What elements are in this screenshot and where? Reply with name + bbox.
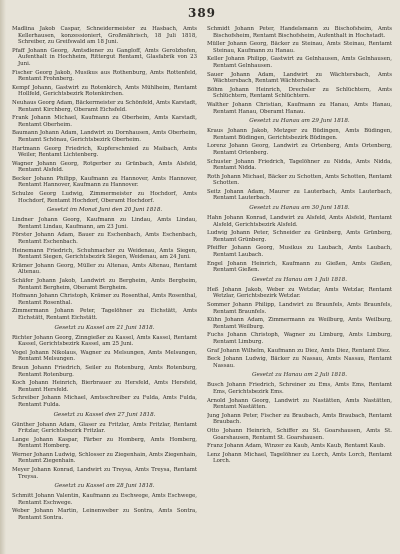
text-columns — [12, 26, 392, 546]
list-item: Müller Johann Georg, Bäcker zu Steinau, Amts Steinau, Rentamt Steinau, Kaufmann zu Hanau. — [207, 41, 392, 54]
list-item: Kempf Johann, Gastwirt zu Rotenkirch, Amts Mühlheim, Rentamt Hollfeld, Gerichtsbezirk Rotenkirchen. — [12, 84, 197, 98]
list-item: Frank Johann Michael, Kaufmann zu Oberheim, Amts Karstadt, Rentamt Oberheim. — [12, 115, 197, 128]
right-column — [207, 26, 392, 546]
list-item: Hahn Johann Konrad, Landwirt zu Alsfeld, Amts Alsfeld, Rentamt Alsfeld, Gerichtsbezirk Alsfeld. — [207, 215, 392, 228]
list-item: Becker Johann Philipp, Kaufmann zu Hannover, Amts Hannover, Rentamt Hannover, Kaufmann zu Hannover. — [12, 175, 197, 189]
list-item: Vogel Johann Nikolaus, Wagner zu Melsungen, Amts Melsungen, Rentamt Melsungen. — [12, 349, 197, 363]
list-item: Schuster Johann Friedrich, Tagelöhner zu Nidda, Amts Nidda, Rentamt Nidda. — [207, 158, 392, 172]
list-item: Wagner Johann Georg, Rotgerber zu Grünbach, Amts Alsfeld, Rentamt Alsfeld. — [12, 160, 197, 174]
page-number: 389 — [187, 6, 217, 20]
list-item: Pfaff Johann Georg, Amtsdiener zu Gangloff, Amts Gerolzhofen, Aufenthalt in Hochheim, Rittergut Rentamt, Glasfabrik von 23 Juni. — [12, 47, 197, 67]
list-item: Werner Johann Ludwig, Schlosser zu Ziegenhain, Amts Ziegenhain, Rentamt Ziegenhain. — [12, 451, 197, 465]
list-item: Fuchs Johann Christoph, Wagner zu Limburg, Amts Limburg, Rentamt Limburg. — [207, 332, 392, 345]
section-heading: Gesetzt zu Kassel am 21 Juni 1818. — [54, 324, 155, 331]
list-item: Busch Johann Friedrich, Schreiner zu Ems, Amts Ems, Rentamt Ems, Gerichtsbezirk Ems. — [207, 382, 392, 395]
list-item: Lindner Johann Georg, Kaufmann zu Lindau, Amts Lindau, Rentamt Lindau, Kaufmann, am 23 Juni. — [12, 217, 197, 230]
list-item: Ludwig Johann Peter, Schneider zu Grünberg, Amts Grünberg, Rentamt Grünberg. — [207, 230, 392, 243]
list-item: Schmidt Johann Peter, Handelsmann zu Bischofsheim, Amts Bischofsheim, Rentamt Bischofsheim, Aufenthalt in Hochstadt. — [207, 26, 392, 39]
list-item: Neuhaus Georg Adam, Bäckermeister zu Schönfeld, Amts Karstadt, Rentamt Kirchberg, Oberamt Eichsfeld. — [12, 99, 197, 113]
section-heading: Gesetzt zu Kassel am 28 Juni 1818. — [54, 483, 155, 490]
list-item: Madlina Jakob Caspar, Schneidermeister zu Hasbach, Amts Kellerhausen, konzessioniert, Großmährisch, 18 Juli 1818, Schreiber, zu Greifswald am 18 Juni. — [12, 26, 197, 46]
list-item: Koch Johann Heinrich, Bierbrauer zu Hersfeld, Amts Hersfeld, Rentamt Hersfeld. — [12, 380, 197, 393]
list-item: Weber Johann Martin, Leinenweber zu Sontra, Amts Sontra, Rentamt Sontra. — [12, 508, 197, 522]
list-item: Schmitt Johann Valentin, Kaufmann zu Eschwege, Amts Eschwege, Rentamt Eschwege. — [12, 493, 197, 506]
list-item: Graf Johann Wilhelm, Kaufmann zu Diez, Amts Diez, Rentamt Diez. — [207, 347, 391, 354]
list-item: Kraus Johann Jakob, Metzger zu Büdingen, Amts Büdingen, Rentamt Büdingen, Gerichtsbezirk Büdingen. — [207, 128, 392, 141]
list-item: Seitz Johann Adam, Maurer zu Lauterbach, Amts Lauterbach, Rentamt Lauterbach. — [207, 188, 392, 202]
list-item: Lorenz Johann Georg, Landwirt zu Ortenberg, Amts Ortenberg, Rentamt Ortenberg. — [207, 143, 392, 156]
list-item: Hartmann Georg Friedrich, Kupferschmied zu Maibach, Amts Weiler, Rentamt Lichtenberg. — [12, 145, 197, 159]
section-heading: Gesetzt zu Kassel den 27 Juni 1818. — [53, 411, 156, 418]
list-item: Günther Johann Adam, Glaser zu Fritzlar, Amts Fritzlar, Rentamt Fritzlar, Gerichtsbezirk Fritzlar. — [12, 421, 197, 435]
list-item: Kühn Johann Adam, Zimmermann zu Weilburg, Amts Weilburg, Rentamt Weilburg. — [207, 317, 392, 330]
section-heading: Gesetzt zu Hanau am 2 Juli 1818. — [251, 372, 347, 379]
list-item: Schulze Georg Ludwig, Zimmermeister zu Hochdorf, Amts Hochdorf, Rentamt Hochdorf, Oberamt Hochdorf. — [12, 191, 197, 204]
list-item: Fischer Georg Jakob, Musikus aus Rothenburg, Amts Rottenfeld, Rentamt Frohnberg. — [12, 69, 197, 83]
list-item: Sauer Johann Adam, Landwirt zu Wächtersbach, Amts Wächtersbach, Rentamt Wächtersbach. — [207, 71, 392, 85]
list-item: Heinemann Friedrich, Schuhmacher zu Weidenau, Amts Siegen, Rentamt Siegen, Gerichtsbezirk Siegen, Weidenau, am 24 Juni. — [12, 247, 197, 261]
list-item: Meyer Johann Konrad, Landwirt zu Treysa, Amts Treysa, Rentamt Treysa. — [12, 467, 197, 480]
list-item: Walther Johann Christian, Kaufmann zu Hanau, Amts Hanau, Rentamt Hanau, Oberamt Hanau. — [207, 101, 392, 115]
list-item: Hofmann Johann Christoph, Krämer zu Rosenthal, Amts Rosenthal, Rentamt Rosenthal. — [12, 293, 197, 306]
list-item: Braun Johann Friedrich, Seiler zu Rotenburg, Amts Rotenburg, Rentamt Rotenburg. — [12, 364, 197, 378]
list-item: Roth Johann Michael, Bäcker zu Schotten, Amts Schotten, Rentamt Schotten. — [207, 173, 392, 187]
page-fold-shadow — [0, 0, 6, 554]
list-item: Jung Johann Peter, Fischer zu Braubach, Amts Braubach, Rentamt Braubach. — [207, 412, 392, 426]
section-heading: Gesetzt zu Hanau am 29 Juni 1818. — [249, 118, 350, 125]
list-item: Krämer Johann Georg, Müller zu Altenau, Amts Altenau, Rentamt Altenau. — [12, 262, 197, 276]
list-item: Schäfer Johann Jakob, Landwirt zu Bergheim, Amts Bergheim, Rentamt Bergheim, Oberamt Bergheim. — [12, 278, 197, 291]
list-item: Arnold Johann Georg, Landwirt zu Nastätten, Amts Nastätten, Rentamt Nastätten. — [207, 397, 392, 411]
list-item: Zimmermann Johann Peter, Tagelöhner zu Eichstätt, Amts Eichstätt, Rentamt Eichstätt. — [12, 308, 197, 321]
left-column — [12, 26, 197, 546]
list-item: Engel Johann Heinrich, Kaufmann zu Gießen, Amts Gießen, Rentamt Gießen. — [207, 260, 392, 274]
list-item: Beck Johann Ludwig, Bäcker zu Nassau, Amts Nassau, Rentamt Nassau. — [207, 356, 392, 369]
section-heading: Gesetzt zu Hanau am 1 Juli 1818. — [251, 276, 347, 283]
list-item: Lenz Johann Michael, Tagelöhner zu Lorch, Amts Lorch, Rentamt Lorch. — [207, 451, 392, 465]
list-item: Otto Johann Heinrich, Schiffer zu St. Goarshausen, Amts St. Goarshausen, Rentamt St. Goarshausen. — [207, 427, 392, 441]
list-item: Keller Johann Philipp, Gastwirt zu Gelnhausen, Amts Gelnhausen, Rentamt Gelnhausen. — [207, 56, 392, 69]
list-item: Böhm Johann Heinrich, Drechsler zu Schlüchtern, Amts Schlüchtern, Rentamt Schlüchtern. — [207, 86, 392, 100]
list-item: Franz Johann Adam, Winzer zu Kaub, Amts Kaub, Rentamt Kaub. — [207, 443, 386, 450]
list-item: Schreiber Johann Michael, Amtsschreiber zu Fulda, Amts Fulda, Rentamt Fulda. — [12, 395, 197, 408]
list-item: Pfeiffer Johann Georg, Musikus zu Laubach, Amts Laubach, Rentamt Laubach. — [207, 245, 392, 259]
list-item: Richter Johann Georg, Zinngießer zu Kassel, Amts Kassel, Rentamt Kassel, Gerichtsbezirk Kassel, am 25 Juni. — [12, 334, 197, 348]
list-item: Lange Johann Kaspar, Färber zu Homberg, Amts Homberg, Rentamt Homberg. — [12, 436, 197, 450]
list-item: Baumann Johann Adam, Landwirt zu Dornhausen, Amts Oberheim, Rentamt Schönau, Gerichtsbezirk Oberheim. — [12, 130, 197, 143]
list-item: Sommer Johann Philipp, Landwirt zu Braunfels, Amts Braunfels, Rentamt Braunfels. — [207, 302, 392, 315]
list-item: Förster Johann Adam, Bauer zu Eschenbach, Amts Eschenbach, Rentamt Eschenbach. — [12, 232, 197, 246]
list-item: Heß Johann Jakob, Weber zu Wetzlar, Amts Wetzlar, Rentamt Wetzlar, Gerichtsbezirk Wetzlar. — [207, 286, 392, 300]
section-heading: Gesetzt im Monat Juni den 20 Juni 1818. — [46, 207, 163, 214]
section-heading: Gesetzt zu Hanau am 30 Juni 1818. — [249, 205, 350, 212]
